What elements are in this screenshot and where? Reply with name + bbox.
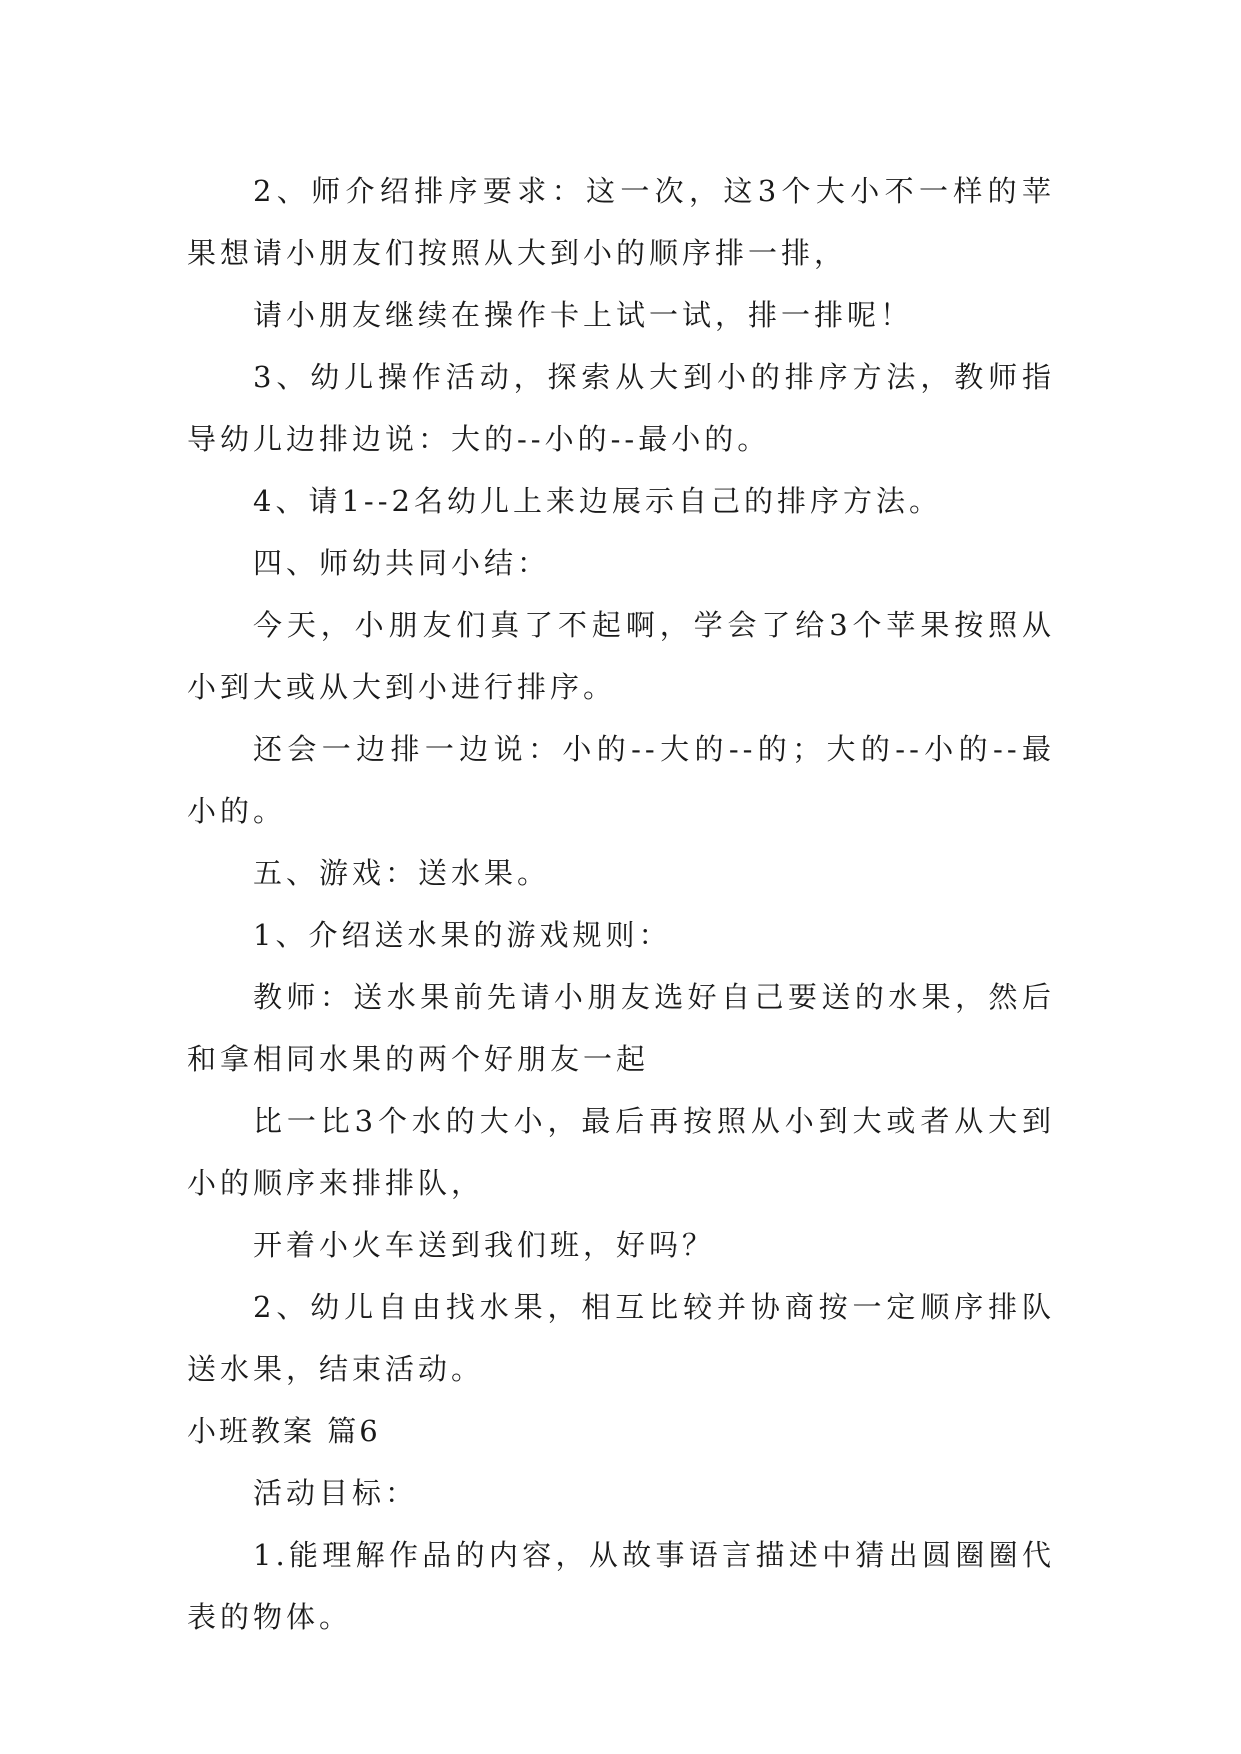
section-heading-game: 五、游戏：送水果。 <box>253 856 551 890</box>
lesson-title: 小班教案 篇6 <box>187 1414 381 1448</box>
paragraph-train: 开着小火车送到我们班，好吗？ <box>253 1228 716 1262</box>
paragraph-summary-say: 还会一边排一边说：小的--大的--的；大的--小的--最小的。 <box>187 732 1055 828</box>
section-heading-goals: 活动目标： <box>253 1476 419 1510</box>
paragraph-sort-requirement: 2、师介绍排序要求：这一次，这3个大小不一样的苹果想请小朋友们按照从大到小的顺序排一排， <box>187 174 1055 270</box>
paragraph-show-method: 4、请1--2名幼儿上来边展示自己的排序方法。 <box>253 484 942 518</box>
section-heading-summary: 四、师幼共同小结： <box>253 546 551 580</box>
paragraph-teacher-instruction: 教师：送水果前先请小朋友选好自己要送的水果，然后和拿相同水果的两个好朋友一起 <box>187 980 1055 1076</box>
paragraph-game-rules: 1、介绍送水果的游戏规则： <box>253 918 672 952</box>
document-body <box>187 160 1055 1648</box>
paragraph-compare-size: 比一比3个水的大小，最后再按照从小到大或者从大到小的顺序来排排队， <box>187 1104 1055 1200</box>
paragraph-end-activity: 2、幼儿自由找水果，相互比较并协商按一定顺序排队送水果，结束活动。 <box>187 1290 1055 1386</box>
paragraph-child-operation: 3、幼儿操作活动，探索从大到小的排序方法，教师指导幼儿边排边说：大的--小的--最小的。 <box>187 360 1055 456</box>
paragraph-try-on-card: 请小朋友继续在操作卡上试一试，排一排呢！ <box>253 298 914 332</box>
paragraph-summary-today: 今天，小朋友们真了不起啊，学会了给3个苹果按照从小到大或从大到小进行排序。 <box>187 608 1055 704</box>
paragraph-goal-1: 1.能理解作品的内容，从故事语言描述中猜出圆圈圈代表的物体。 <box>187 1538 1055 1634</box>
